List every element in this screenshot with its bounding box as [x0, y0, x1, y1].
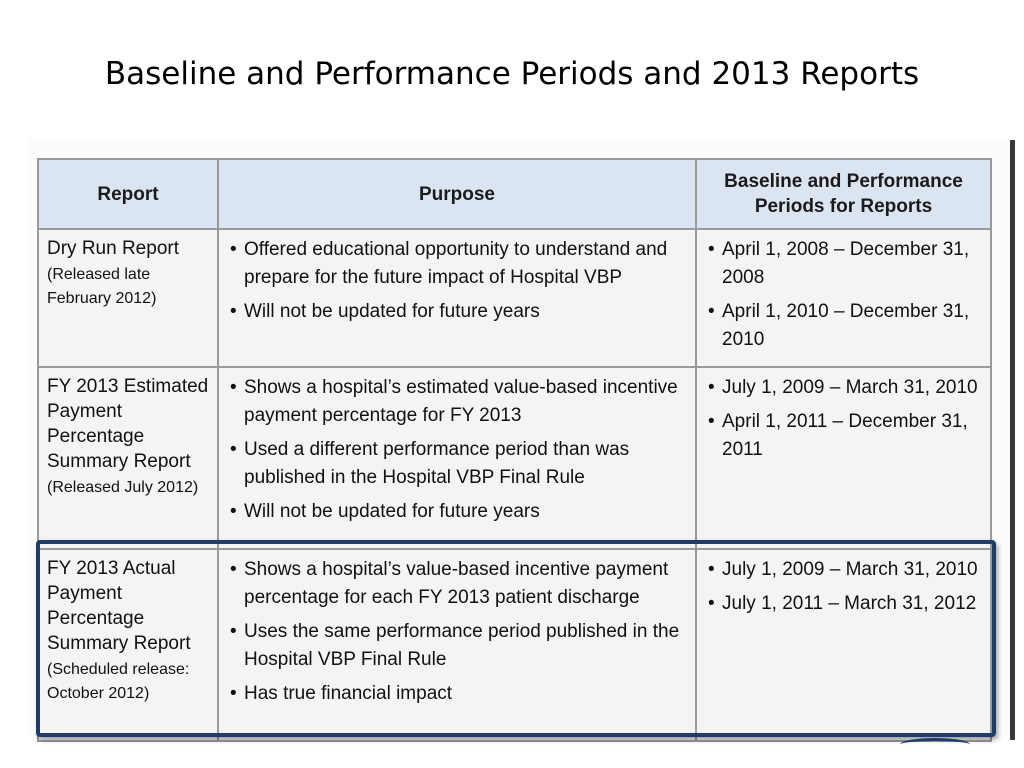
reports-table	[37, 158, 992, 742]
header-periods: Baseline and Performance Periods for Reports	[696, 159, 991, 229]
table-row	[38, 229, 991, 367]
period-item: • July 1, 2011 – March 31, 2012	[705, 590, 982, 618]
periods-cell	[696, 229, 991, 367]
purpose-cell	[218, 367, 696, 549]
report-release-note: (Scheduled release: October 2012)	[47, 661, 190, 702]
report-cell	[38, 229, 218, 367]
period-item: • April 1, 2008 – December 31, 2008	[705, 236, 982, 292]
periods-list	[705, 236, 982, 354]
header-report: Report	[38, 159, 218, 229]
report-name: FY 2013 Actual Payment Percentage Summary Report	[47, 558, 191, 654]
purpose-list	[227, 374, 687, 526]
purpose-item: • Used a different performance period than was published in the Hospital VBP Final Rule	[227, 436, 687, 492]
decorative-curve	[900, 738, 970, 751]
report-name: Dry Run Report	[47, 238, 179, 259]
purpose-item: • Uses the same performance period published in the Hospital VBP Final Rule	[227, 618, 687, 674]
purpose-item: • Shows a hospital’s estimated value-based incentive payment percentage for FY 2013	[227, 374, 687, 430]
periods-list	[705, 556, 982, 618]
period-item: • July 1, 2009 – March 31, 2010	[705, 374, 982, 402]
table-row	[38, 367, 991, 549]
report-cell	[38, 549, 218, 741]
purpose-list	[227, 236, 687, 326]
periods-cell	[696, 549, 991, 741]
purpose-item: • Offered educational opportunity to understand and prepare for the future impact of Hospital VBP	[227, 236, 687, 292]
period-item: • April 1, 2010 – December 31, 2010	[705, 298, 982, 354]
right-edge-rule	[1010, 140, 1015, 740]
header-purpose: Purpose	[218, 159, 696, 229]
periods-list	[705, 374, 982, 464]
report-name: FY 2013 Estimated Payment Percentage Summary Report	[47, 376, 209, 472]
purpose-item: • Shows a hospital’s value-based incentive payment percentage for each FY 2013 patient discharge	[227, 556, 687, 612]
purpose-list	[227, 556, 687, 708]
report-release-note: (Released July 2012)	[47, 479, 199, 496]
report-cell	[38, 367, 218, 549]
table-row	[38, 549, 991, 741]
table-header-row	[38, 159, 991, 229]
purpose-item: • Has true financial impact	[227, 680, 687, 708]
report-release-note: (Released late February 2012)	[47, 266, 157, 307]
purpose-cell	[218, 549, 696, 741]
purpose-item: • Will not be updated for future years	[227, 498, 687, 526]
purpose-cell	[218, 229, 696, 367]
slide-title: Baseline and Performance Periods and 2013 Reports	[104, 56, 920, 92]
period-item: • July 1, 2009 – March 31, 2010	[705, 556, 982, 584]
periods-cell	[696, 367, 991, 549]
purpose-item: • Will not be updated for future years	[227, 298, 687, 326]
period-item: • April 1, 2011 – December 31, 2011	[705, 408, 982, 464]
